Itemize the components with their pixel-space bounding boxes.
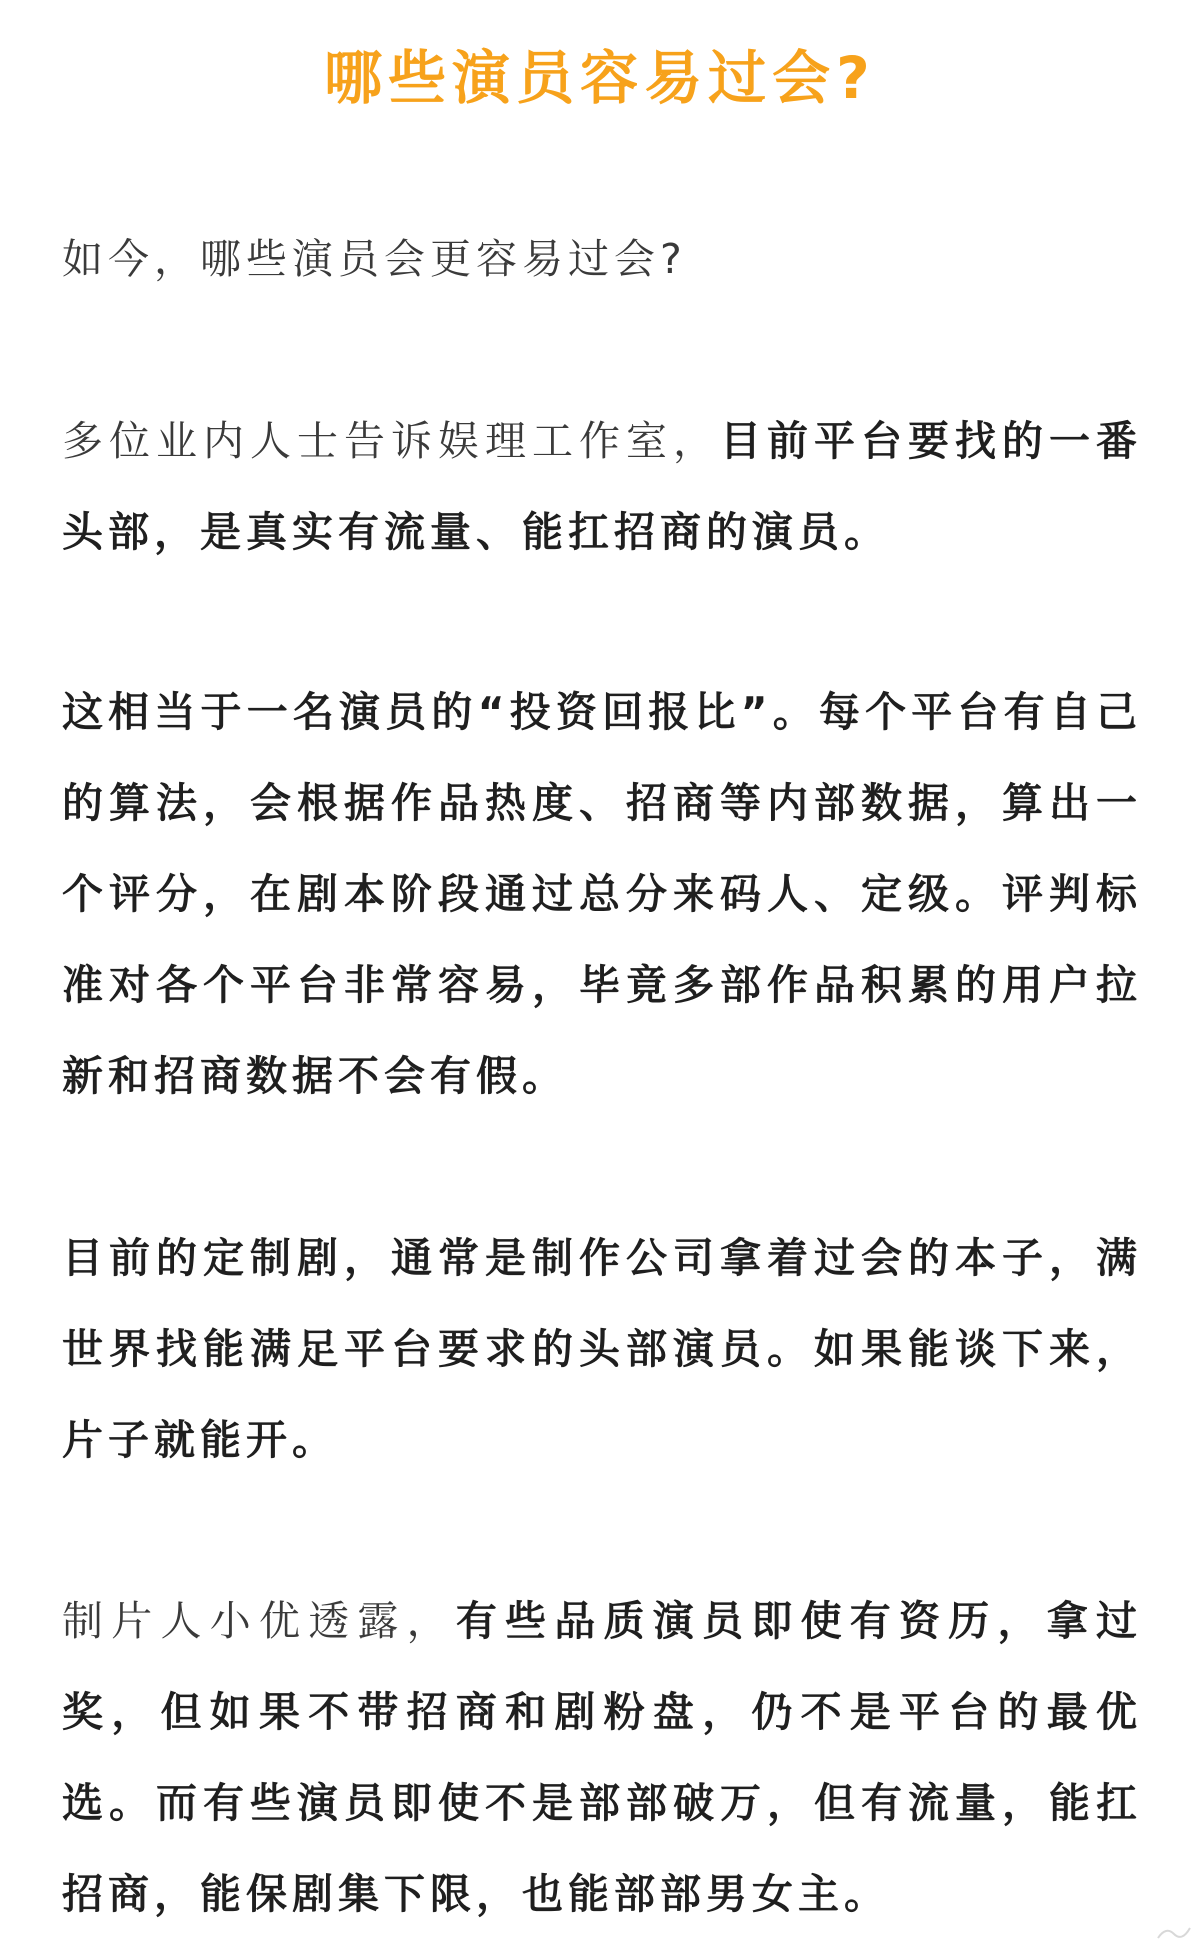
intro-question-text: 如今，哪些演员会更容易过会? (62, 235, 687, 283)
paragraph-investment-ratio (62, 667, 1142, 1122)
watermark-icon (1154, 1922, 1194, 1942)
paragraph-industry-insiders (62, 396, 1142, 578)
paragraph-bold-text: 目前的定制剧，通常是制作公司拿着过会的本子，满世界找能满足平台要求的头部演员。如果能谈下来，片子就能开。 (62, 1234, 1142, 1464)
paragraph-bold-text: 这相当于一名演员的“投资回报比”。每个平台有自己的算法，会根据作品热度、招商等内部数据，算出一个评分，在剧本阶段通过总分来码人、定级。评判标准对各个平台非常容易，毕竟多部作品积累的用户拉新和招商数据不会有假。 (62, 688, 1142, 1100)
paragraph-bold-text: 有些品质演员即使有资历，拿过奖，但如果不带招商和剧粉盘，仍不是平台的最优选。而有些演员即使不是部部破万，但有流量，能扛招商，能保剧集下限，也能部部男女主。 (62, 1597, 1143, 1918)
paragraph-normal-text: 制片人小优透露， (62, 1597, 456, 1645)
section-heading: 哪些演员容易过会? (324, 44, 876, 112)
paragraph-bold-text: 目前平台要找的一番头部，是真实有流量、能扛招商的演员。 (62, 417, 1142, 556)
paragraph-custom-dramas (62, 1213, 1142, 1486)
paragraph-intro-question (62, 214, 1142, 305)
paragraph-normal-text: 多位业内人士告诉娱理工作室， (62, 417, 720, 465)
paragraph-producer-quote (62, 1576, 1142, 1940)
